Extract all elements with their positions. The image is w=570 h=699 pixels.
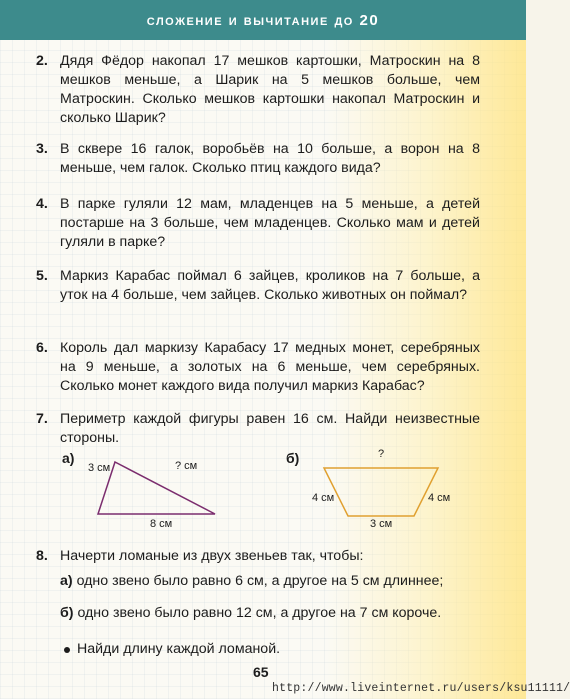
trapezoid-side-left: 4 см — [312, 492, 335, 504]
task-5 — [38, 267, 480, 305]
task-8-part-a — [60, 572, 480, 591]
task-2 — [38, 52, 480, 128]
task-text: Дядя Фёдор накопал 17 мешков картошки, Матроскин на 8 мешков меньше, а Шарик на 5 мешков больше, чем Матроскин. Сколько мешков картошки накопал Матроскин и сколько Шарик? — [60, 53, 480, 126]
trapezoid-side-right: 4 см — [428, 492, 451, 504]
task-text: Маркиз Карабас поймал 6 зайцев, кроликов на 7 больше, а уток на 4 больше, чем зайцев. Сколько животных он поймал? — [60, 268, 480, 303]
section-header — [0, 0, 526, 40]
trapezoid-shape — [324, 468, 438, 516]
task-number: 2. — [36, 53, 48, 69]
task-number: 4. — [36, 196, 48, 212]
page-number: 65 — [253, 664, 269, 680]
task-8-part-b — [60, 604, 480, 623]
task-8-bullet — [77, 640, 477, 659]
bullet-icon — [64, 647, 70, 653]
figure-a-label: а) — [62, 450, 75, 466]
part-a-text: одно звено было равно 6 см, а другое на 5 см длиннее; — [76, 573, 444, 589]
triangle-side-left: 3 см — [88, 462, 111, 474]
triangle-side-right: ? см — [175, 460, 198, 472]
trapezoid-side-bottom: 3 см — [370, 518, 393, 530]
task-text: В парке гуляли 12 мам, младенцев на 5 меньше, а детей постарше на 3 больше, чем младенцев. Сколько мам и детей гуляли в парке? — [60, 196, 480, 250]
section-title: сложение и вычитание до 20 — [146, 11, 380, 29]
part-a-label: а) — [60, 573, 73, 589]
task-6 — [38, 339, 480, 396]
triangle-side-bottom: 8 см — [150, 518, 173, 530]
watermark-url: http://www.liveinternet.ru/users/ksu11111/ — [272, 682, 570, 695]
task-text: В сквере 16 галок, воробьёв на 10 больше, а ворон на 8 меньше, чем галок. Сколько птиц каждого вида? — [60, 141, 480, 176]
part-b-label: б) — [60, 605, 74, 621]
task-4 — [38, 195, 480, 252]
task-text: Король дал маркизу Карабасу 17 медных монет, серебряных на 9 меньше, а золотых на 6 меньше, чем серебряных. Сколько монет каждого вида получил маркиз Карабас? — [60, 340, 480, 394]
task-3 — [38, 140, 480, 178]
task-number: 8. — [36, 548, 48, 564]
task-number: 3. — [36, 141, 48, 157]
figure-b-label: б) — [286, 450, 300, 466]
task-number: 6. — [36, 340, 48, 356]
task-number: 5. — [36, 268, 48, 284]
bullet-text: Найди длину каждой ломаной. — [77, 641, 281, 657]
triangle-shape — [98, 462, 215, 514]
task-8 — [38, 547, 480, 566]
part-b-text: одно звено было равно 12 см, а другое на 7 см короче. — [77, 605, 442, 621]
triangle-figure — [90, 452, 230, 524]
task-text: Периметр каждой фигуры равен 16 см. Найди неизвестные стороны. — [60, 411, 480, 446]
trapezoid-side-top: ? — [378, 448, 385, 460]
task-text: Начерти ломаные из двух звеньев так, чтобы: — [60, 548, 364, 564]
task-number: 7. — [36, 411, 48, 427]
task-7 — [38, 410, 480, 448]
trapezoid-figure — [316, 462, 446, 522]
